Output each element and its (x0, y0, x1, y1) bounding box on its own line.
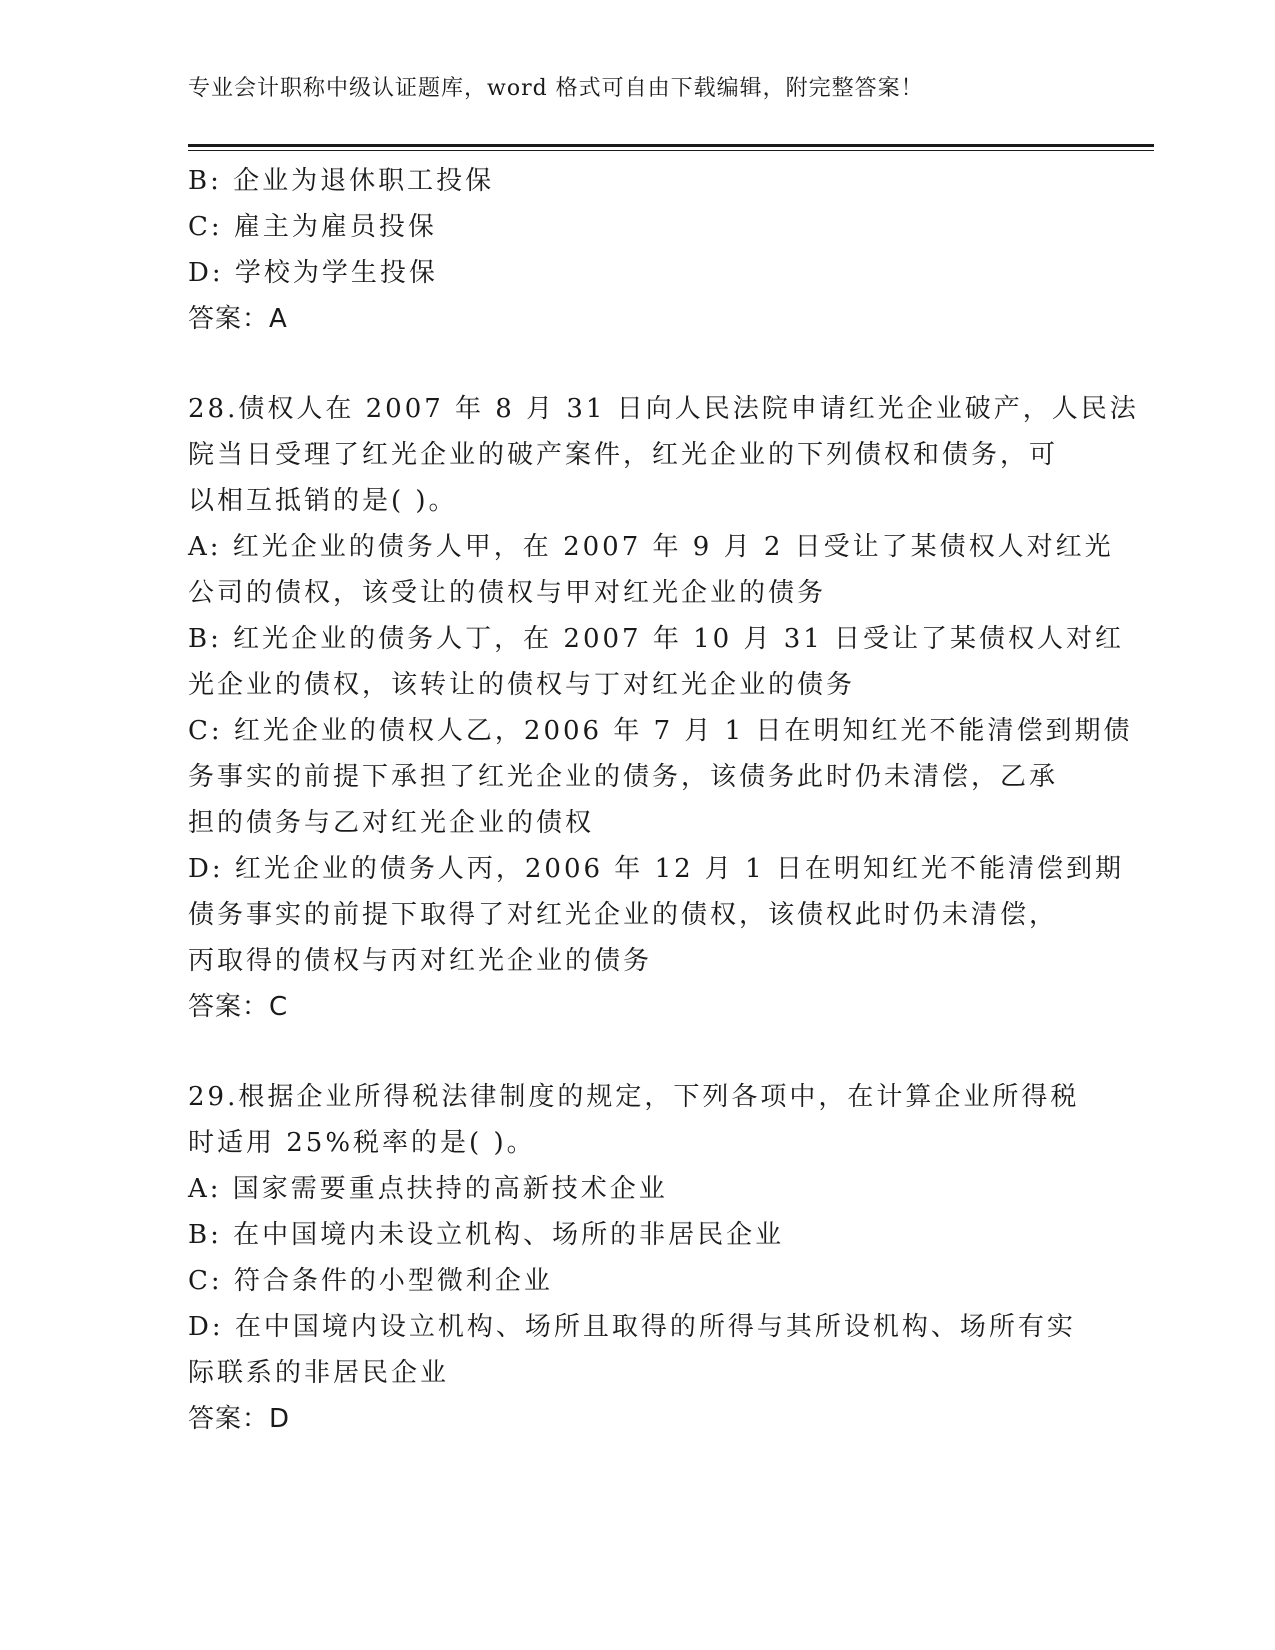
spacer (188, 342, 1088, 386)
option-c: C: 雇主为雇员投保 (188, 212, 437, 242)
option-c-cont: 务事实的前提下承担了红光企业的债务，该债务此时仍未清偿，乙承 (188, 762, 1059, 792)
option-b-cont: 光企业的债权，该转让的债权与丁对红光企业的债务 (188, 670, 856, 700)
option-d-cont: 债务事实的前提下取得了对红光企业的债权，该债权此时仍未清偿， (188, 900, 1059, 930)
option-a-cont: 公司的债权，该受让的债权与甲对红光企业的债务 (188, 578, 827, 608)
option-b: B: 红光企业的债务人丁，在 2007 年 10 月 31 日受让了某债权人对红 (188, 624, 1125, 654)
option-a: A: 红光企业的债务人甲，在 2007 年 9 月 2 日受让了某债权人对红光 (188, 532, 1114, 562)
page-header: 专业会计职称中级认证题库，word 格式可自由下载编辑，附完整答案！ (188, 76, 924, 101)
option-b: B: 在中国境内未设立机构、场所的非居民企业 (188, 1220, 785, 1250)
option-b: B: 企业为退休职工投保 (188, 166, 495, 196)
option-d: D: 红光企业的债务人丙，2006 年 12 月 1 日在明知红光不能清偿到期 (188, 854, 1124, 884)
option-d-cont: 丙取得的债权与丙对红光企业的债务 (188, 946, 653, 976)
option-d: D: 学校为学生投保 (188, 258, 438, 288)
header-rule-thick (188, 144, 1154, 147)
question-stem-line: 院当日受理了红光企业的破产案件，红光企业的下列债权和债务，可 (188, 440, 1059, 470)
question-27 (188, 158, 1088, 342)
question-stem-line: 以相互抵销的是( )。 (188, 486, 458, 516)
option-c: C: 红光企业的债权人乙，2006 年 7 月 1 日在明知红光不能清偿到期债 (188, 716, 1133, 746)
answer-line: 答案：A (188, 304, 288, 334)
question-29 (188, 1074, 1088, 1442)
option-d: D: 在中国境内设立机构、场所且取得的所得与其所设机构、场所有实 (188, 1312, 1076, 1342)
question-stem-line: 时适用 25%税率的是( )。 (188, 1128, 536, 1158)
option-c: C: 符合条件的小型微利企业 (188, 1266, 553, 1296)
answer-line: 答案：D (188, 1404, 291, 1434)
question-stem-line: 29.根据企业所得税法律制度的规定，下列各项中，在计算企业所得税 (188, 1082, 1080, 1112)
question-stem-line: 28.债权人在 2007 年 8 月 31 日向人民法院申请红光企业破产，人民法 (188, 394, 1139, 424)
question-28 (188, 386, 1139, 1030)
option-c-cont: 担的债务与乙对红光企业的债权 (188, 808, 595, 838)
option-a: A: 国家需要重点扶持的高新技术企业 (188, 1174, 668, 1204)
spacer (188, 1030, 1088, 1074)
question-content (188, 158, 1139, 1442)
answer-line: 答案：C (188, 992, 289, 1022)
option-d-cont: 际联系的非居民企业 (188, 1358, 450, 1388)
header-rule-thin (188, 150, 1154, 151)
